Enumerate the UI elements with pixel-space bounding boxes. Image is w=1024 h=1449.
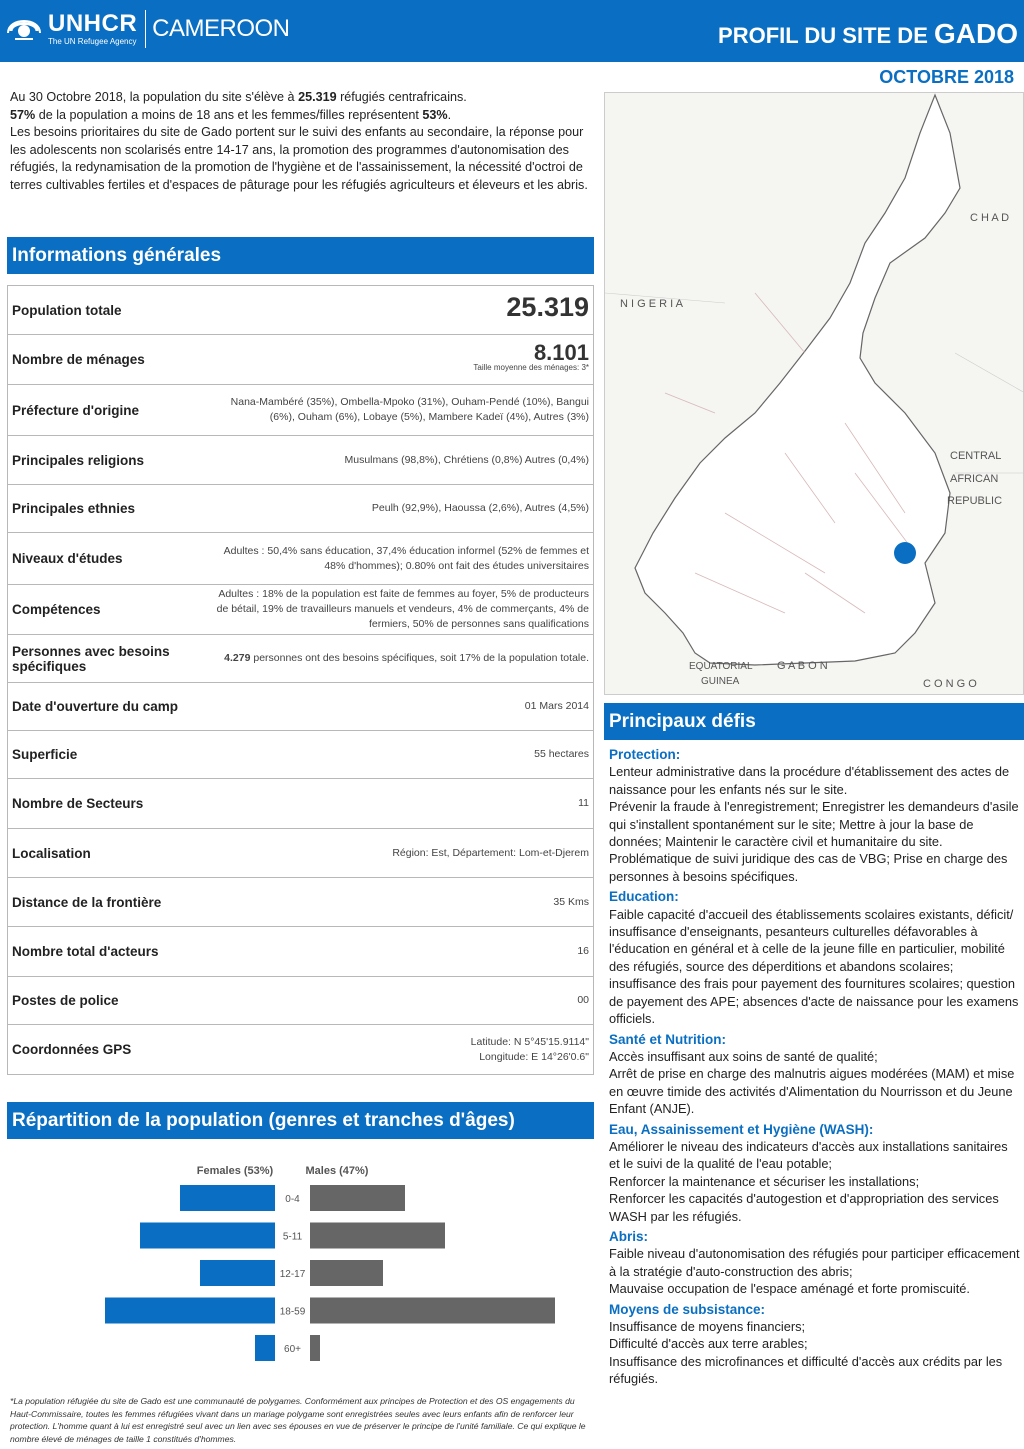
- challenge-category: Moyens de subsistance:: [609, 1301, 766, 1317]
- row-value: Adultes : 50,4% sans éducation, 37,4% éducation informel (52% de femmes et 48% d'hommes); 0.80% ont fait des études universitaires: [206, 533, 594, 585]
- row-value: Région: Est, Département: Lom-et-Djerem: [206, 829, 594, 878]
- row-value: [206, 1025, 594, 1075]
- row-label: Principales religions: [8, 436, 207, 485]
- country-name: CAMEROON: [152, 15, 290, 42]
- row-label: Personnes avec besoins spécifiques: [8, 635, 207, 683]
- challenge-text: Lenteur administrative dans la procédure d'établissement des actes de naissance pour les enfants nés sur le site.: [609, 764, 1010, 797]
- row-label: Distance de la frontière: [8, 878, 207, 927]
- table-row: [8, 533, 594, 585]
- row-label: Principales ethnies: [8, 485, 207, 533]
- age-group-label: 18-59: [279, 1306, 306, 1318]
- logo-divider: [145, 10, 146, 48]
- specific-needs-text: personnes ont des besoins spécifiques, soit 17% de la population totale.: [250, 652, 589, 664]
- row-value: [206, 286, 594, 335]
- unhcr-emblem-icon: [6, 11, 42, 47]
- specific-needs-count: 4.279: [224, 652, 251, 664]
- table-row: [8, 927, 594, 977]
- map-label-gabon: G A B O N: [777, 660, 828, 672]
- row-label: Date d'ouverture du camp: [8, 683, 207, 731]
- challenges-heading: Principaux défis: [604, 703, 1024, 740]
- intro-text-segment: Au 30 Octobre 2018, la population du site s'élève à: [10, 90, 299, 104]
- challenge-category: Protection:: [609, 747, 681, 762]
- map-label-eq-guinea-2: GUINEA: [701, 676, 740, 687]
- map-label-chad: C H A D: [970, 212, 1010, 224]
- challenge-text: Améliorer le niveau des indicateurs d'accès aux installations sanitaires et le suivi de la qualité de l'eau potable;: [609, 1138, 1008, 1172]
- gps-longitude: Longitude: E 14°26'0.6": [479, 1050, 589, 1063]
- org-subtitle: The UN Refugee Agency: [48, 37, 137, 46]
- row-label: Nombre de Secteurs: [8, 779, 207, 829]
- challenge-text: Faible niveau d'autonomisation des réfugiés pour participer efficacement à la stratégie d'auto-construction des abris;: [609, 1246, 1020, 1279]
- intro-text: [10, 89, 595, 194]
- female-bar: [180, 1185, 275, 1211]
- header-bar: [0, 0, 1024, 62]
- table-row: [8, 436, 594, 485]
- intro-population: 25.319: [298, 90, 337, 104]
- row-value: 01 Mars 2014: [206, 683, 594, 731]
- challenges-body: [604, 740, 1024, 1388]
- male-bar: [310, 1335, 320, 1361]
- intro-text-segment: réfugiés centrafricains.: [336, 90, 467, 104]
- table-row: [8, 335, 594, 385]
- challenge-category: Santé et Nutrition:: [609, 1031, 726, 1047]
- female-bar: [200, 1260, 275, 1286]
- table-row: [8, 1025, 594, 1075]
- row-value: 55 hectares: [206, 731, 594, 779]
- row-value: 35 Kms: [206, 878, 594, 927]
- info-table: [7, 285, 594, 1075]
- table-row: [8, 385, 594, 436]
- intro-text-segment: de la population a moins de 18 ans et les femmes/filles représentent: [35, 107, 423, 122]
- age-group-label: 60+: [284, 1344, 301, 1355]
- challenge-text: Difficulté d'accès aux terre arables;: [609, 1336, 808, 1352]
- location-map: [604, 92, 1024, 695]
- households-value: 8.101: [533, 339, 589, 365]
- challenge-text: Insuffisance de moyens financiers;: [609, 1319, 806, 1334]
- footnote: *La population réfugiée du site de Gado est une communauté de polygames. Conformément aux principes de Protection et des OS engagements du Haut-Commissaire, toutes les femmes réfugiées vivant dans un mariage polygame sont enregistrées seules avec leurs enfants afin de renforcer leur protection. L'homme quant à lui est enregistré seul avec un lien avec ses épouses en vue de préserver le principe de l'unité familiale. Ce qui explique le nombre élevé de ménages de taille 1 constitués d'hommes.: [10, 1396, 586, 1444]
- info-section-heading: Informations générales: [7, 237, 594, 274]
- row-label: Localisation: [8, 829, 207, 878]
- row-label: Niveaux d'études: [8, 533, 207, 585]
- row-label: Superficie: [8, 731, 207, 779]
- age-group-label: 12-17: [279, 1269, 306, 1280]
- gado-site-marker-icon: [894, 542, 916, 564]
- row-value: Adultes : 18% de la population est faite de femmes au foyer, 5% de producteurs de bétail, 19% de travailleurs manuels et vendeurs, 4% de commerçants, 4% de fermiers, 50% de personnes sans qualifications: [206, 585, 594, 635]
- cameroon-map-graphic: [605, 93, 1024, 695]
- population-pyramid-chart: [7, 1150, 594, 1390]
- row-value: Musulmans (98,8%), Chrétiens (0,8%) Autres (0,4%): [206, 436, 594, 485]
- map-label-car-2: AFRICAN: [950, 473, 999, 485]
- table-row: [8, 878, 594, 927]
- row-label: Population totale: [8, 286, 207, 335]
- row-label: Nombre total d'acteurs: [8, 927, 207, 977]
- age-group-label: 0-4: [285, 1194, 300, 1205]
- challenge-category: Eau, Assainissement et Hygiène (WASH):: [609, 1121, 874, 1137]
- challenge-category: Abris:: [609, 1228, 649, 1244]
- challenge-text: Arrêt de prise en charge des malnutris aigues modérées (MAM) et mise en œuvre timide des activités d'Alimentation du Nourrisson et du Jeune Enfant (ANJE).: [609, 1066, 1015, 1117]
- title-site: GADO: [934, 18, 1018, 49]
- row-value: Peulh (92,9%), Haoussa (2,6%), Autres (4,5%): [206, 485, 594, 533]
- row-value: Nana-Mambéré (35%), Ombella-Mpoko (31%), Ouham-Pendé (10%), Bangui (6%), Ouham (6%), Lobaye (5%), Mambere Kadeï (4%), Autres (3%): [206, 385, 594, 436]
- challenge-text: Mauvaise occupation de l'espace aménagé et forte promiscuité.: [609, 1281, 970, 1297]
- page-title: [718, 18, 1018, 50]
- org-name: UNHCR: [48, 10, 138, 37]
- intro-priorities: Les besoins prioritaires du site de Gado portent sur le suivi des enfants au secondaire, la réponse pour les adolescents non scolarisés entre 14-17 ans, la promotion des programmes d'autonomisation des réfugiés, la redynamisation de la promotion de l'hygiène et de l'assainissement, la nécessité d'octroi de terres cultivables fertiles et d'espaces de pâturage pour les réfugiés agriculteurs et éleveurs et les abris.: [10, 125, 588, 192]
- intro-text-segment: .: [447, 107, 452, 122]
- row-value: 00: [206, 977, 594, 1025]
- table-row: [8, 779, 594, 829]
- total-population-value: 25.319: [506, 291, 589, 322]
- table-row: [8, 635, 594, 683]
- map-label-nigeria: N I G E R I A: [620, 298, 683, 310]
- female-bar: [105, 1298, 275, 1324]
- gps-latitude: Latitude: N 5°45'15.9114": [470, 1035, 589, 1048]
- male-legend-label: Males (47%): [305, 1165, 369, 1177]
- male-bar: [310, 1260, 383, 1286]
- row-value: 11: [206, 779, 594, 829]
- table-row: [8, 485, 594, 533]
- title-prefix: PROFIL DU SITE DE: [718, 23, 928, 48]
- report-date: OCTOBRE 2018: [879, 67, 1014, 87]
- challenges-panel: [604, 703, 1024, 1388]
- challenge-text: Renforcer les capacités d'autogestion et d'appropriation des services WASH par les réfugiés.: [609, 1191, 999, 1224]
- intro-women-pct: 53%: [422, 107, 448, 122]
- row-label: Préfecture d'origine: [8, 385, 207, 436]
- challenge-text: Prévenir la fraude à l'enregistrement; Enregistrer les demandeurs d'asile qui s'installent spontanément sur le site; Mettre à jour la base de données; Maintenir le caractère civil et humanitaire du site. Problématique de suivi juridique des cas de VBG; Prise en charge des personnes à besoins spécifiques.: [609, 799, 1019, 884]
- intro-minors-pct: 57%: [10, 107, 36, 122]
- female-bar: [140, 1223, 275, 1249]
- table-row: [8, 683, 594, 731]
- row-label: Postes de police: [8, 977, 207, 1025]
- male-bar: [310, 1298, 555, 1324]
- row-value: [206, 335, 594, 385]
- row-label: Coordonnées GPS: [8, 1025, 207, 1075]
- row-value: 16: [206, 927, 594, 977]
- map-label-car-1: CENTRAL: [950, 450, 1002, 462]
- row-value: [206, 635, 594, 683]
- population-section-heading: Répartition de la population (genres et tranches d'âges): [7, 1102, 594, 1139]
- male-bar: [310, 1185, 405, 1211]
- table-row: [8, 829, 594, 878]
- male-bar: [310, 1223, 445, 1249]
- table-row: [8, 977, 594, 1025]
- challenge-text: Faible capacité d'accueil des établissements scolaires existants, déficit/ insuffisance d'enseignants, pesanteurs culturelles défavorables à l'éducation en général et à celle de la jeune fille en particulier, mobilité des réfugiés, source des déperditions et abandons scolaires; insuffisance des frais pour payement des fournitures scolaires; question de payement des APE; absences d'acte de naissance pour les examens officiels.: [609, 906, 1019, 1027]
- challenge-text: Accès insuffisant aux soins de santé de qualité;: [609, 1048, 878, 1064]
- female-bar: [255, 1335, 275, 1361]
- challenge-text: Insuffisance des microfinances et difficulté d'accès aux crédits par les réfugiés.: [609, 1353, 1003, 1387]
- unhcr-logo: [6, 10, 290, 48]
- household-size-note: Taille moyenne des ménages: 3*: [473, 362, 589, 372]
- map-label-congo: C O N G O: [923, 678, 977, 690]
- challenge-category: Education:: [609, 889, 679, 905]
- map-label-car-3: REPUBLIC: [947, 495, 1003, 507]
- female-legend-label: Females (53%): [196, 1165, 274, 1177]
- challenge-text: Renforcer la maintenance et sécuriser les installations;: [609, 1173, 920, 1189]
- row-label: Compétences: [8, 585, 207, 635]
- age-group-label: 5-11: [282, 1231, 303, 1243]
- table-row: [8, 286, 594, 335]
- table-row: [8, 731, 594, 779]
- row-label: Nombre de ménages: [8, 335, 207, 385]
- map-label-eq-guinea-1: EQUATORIAL: [689, 661, 753, 672]
- table-row: [8, 585, 594, 635]
